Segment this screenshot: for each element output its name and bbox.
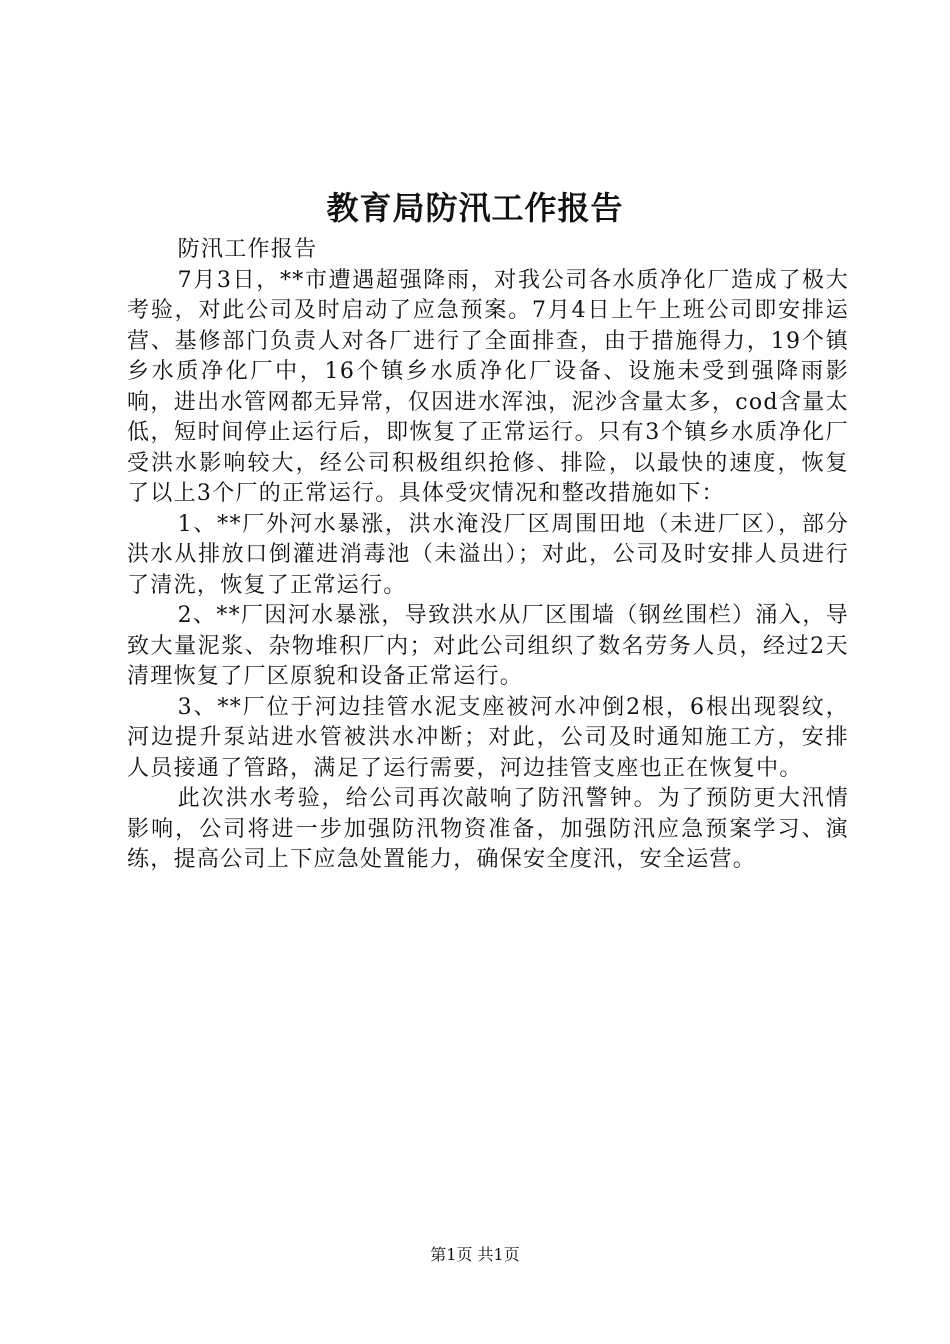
paragraph-overview: 7月3日，**市遭遇超强降雨，对我公司各水质净化厂造成了极大考验，对此公司及时启动了应急预案。7月4日上午上班公司即安排运营、基修部门负责人对各厂进行了全面排查，由于措施得力，19个镇乡水质净化厂中，16个镇乡水质净化厂设备、设施未受到强降雨影响，进出水管网都无异常，仅因进水浑浊，泥沙含量太多，cod含量太低，短时间停止运行后，即恢复了正常运行。只有3个镇乡水质净化厂受洪水影响较大，经公司积极组织抢修、排险，以最快的速度，恢复了以上3个厂的正常运行。具体受灾情况和整改措施如下： [127,267,849,506]
document-body [127,235,849,876]
paragraph-conclusion: 此次洪水考验，给公司再次敲响了防汛警钟。为了预防更大汛情影响，公司将进一步加强防汛物资准备，加强防汛应急预案学习、演练，提高公司上下应急处置能力，确保安全度汛，安全运营。 [127,786,849,872]
page-number-footer: 第1页 共1页 [430,1245,520,1264]
paragraph-item-1: 1、**厂外河水暴涨，洪水淹没厂区周围田地（未进厂区），部分洪水从排放口倒灌进消毒池（未溢出）；对此，公司及时安排人员进行了清洗，恢复了正常运行。 [127,511,849,598]
paragraph-item-3: 3、**厂位于河边挂管水泥支座被河水冲倒2根，6根出现裂纹，河边提升泵站进水管被洪水冲断；对此，公司及时通知施工方，安排人员接通了管路，满足了运行需要，河边挂管支座也正在恢复中。 [127,694,849,781]
paragraph-item-2: 2、**厂因河水暴涨，导致洪水从厂区围墙（钢丝围栏）涌入，导致大量泥浆、杂物堆积厂内；对此公司组织了数名劳务人员，经过2天清理恢复了厂区原貌和设备正常运行。 [127,603,849,689]
document-title: 教育局防汛工作报告 [326,189,624,227]
paragraph-subtitle: 防汛工作报告 [177,237,318,262]
